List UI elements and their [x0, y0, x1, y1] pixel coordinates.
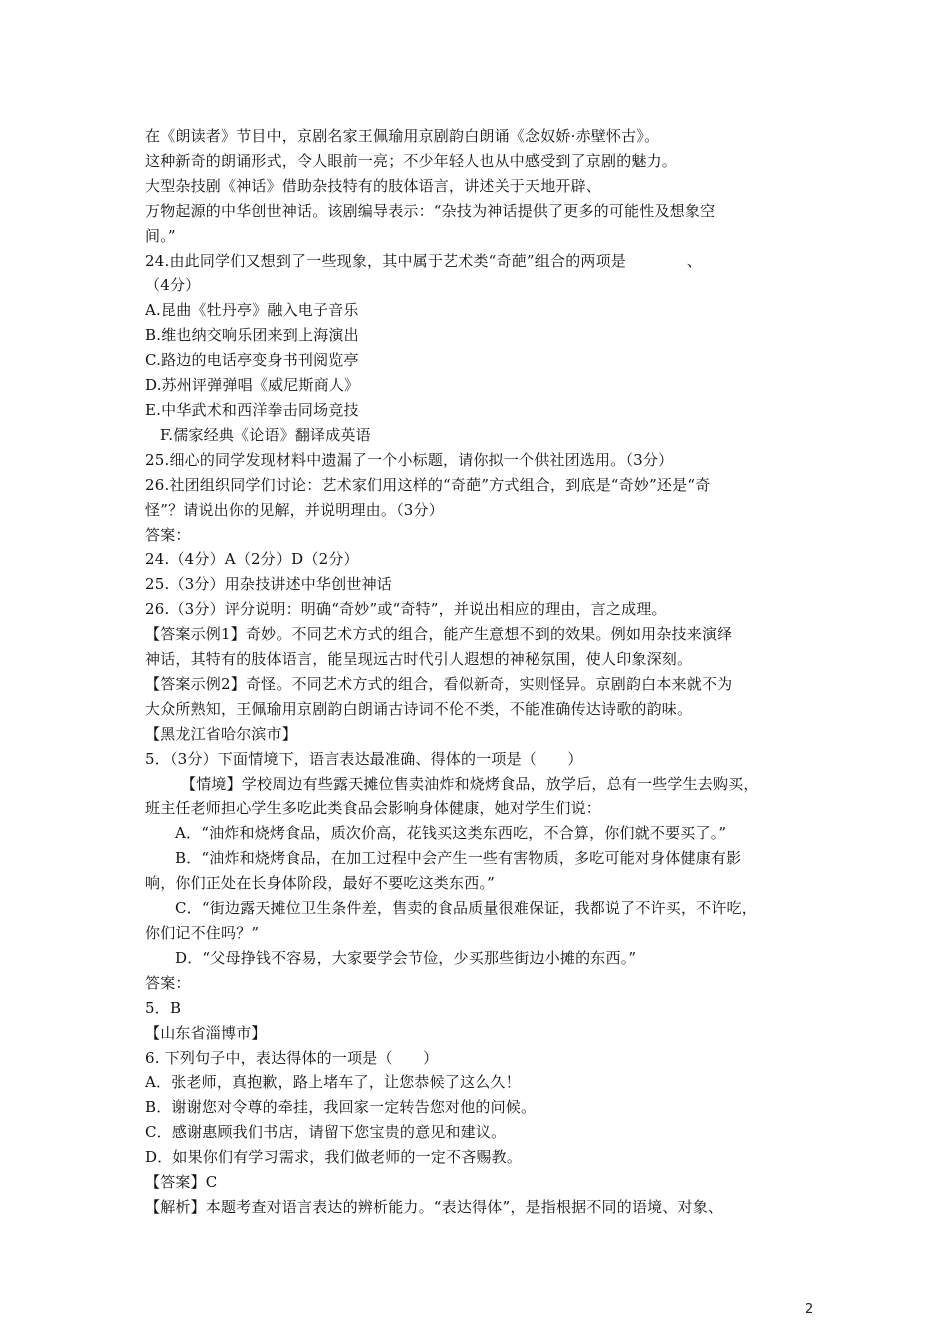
q6-option-a: A．张老师，真抱歉，路上堵车了，让您恭候了这么久！ — [145, 1073, 521, 1092]
answer-25: 25.（3分）用杂技讲述中华创世神话 — [145, 575, 392, 594]
question-26-cont: 怪”？请说出你的见解，并说明理由。（3分） — [145, 500, 444, 519]
answer-26: 26.（3分）评分说明：明确“奇妙”或“奇特”，并说出相应的理由，言之成理。 — [145, 600, 667, 619]
section-heading-harbin: 【黑龙江省哈尔滨市】 — [145, 724, 298, 743]
page-number: 2 — [805, 1302, 814, 1317]
text-line: 在《朗读者》节目中，京剧名家王佩瑜用京剧韵白朗诵《念奴娇·赤壁怀古》。 — [145, 127, 660, 145]
answer-label: 答案： — [145, 525, 191, 544]
q5-option-a: A．“油炸和烧烤食品，质次价高，花钱买这类东西吃，不合算，你们就不要买了。” — [175, 824, 727, 843]
question-6: 6. 下列句子中，表达得体的一项是（ ） — [145, 1048, 439, 1067]
answer-example-2-cont: 大众所熟知，王佩瑜用京剧韵白朗诵古诗词不伦不类，不能准确传达诗歌的韵味。 — [145, 699, 693, 718]
question-5-context: 【情境】学校周边有些露天摊位售卖油炸和烧烤食品，放学后，总有一些学生去购买， — [181, 774, 759, 793]
document-body — [145, 124, 825, 1220]
question-24-score: （4分） — [145, 276, 201, 295]
q5-option-b-cont: 响，你们正处在长身体阶段，最好不要吃这类东西。” — [145, 874, 495, 893]
question-24: 24.由此同学们又想到了一些现象，其中属于艺术类“奇葩”组合的两项是 、 — [145, 251, 702, 270]
analysis-6: 【解析】本题考查对语言表达的辨析能力。“表达得体”，是指根据不同的语境、对象、 — [145, 1197, 724, 1216]
q5-option-c-cont: 你们记不住吗？” — [145, 924, 260, 942]
text-line: 万物起源的中华创世神话。该剧编导表示：“杂技为神话提供了更多的可能性及想象空 — [145, 201, 716, 220]
question-5: 5．（3分）下面情境下，语言表达最准确、得体的一项是（ ） — [145, 749, 583, 768]
text-line: 这种新奇的朗诵形式，令人眼前一亮；不少年轻人也从中感受到了京剧的魅力。 — [145, 151, 678, 170]
q6-option-b: B．谢谢您对令尊的牵挂，我回家一定转告您对他的问候。 — [145, 1098, 537, 1117]
q5-option-c: C．“街边露天摊位卫生条件差，售卖的食品质量很难保证，我都说了不许买，不许吃， — [175, 899, 757, 918]
answer-example-1-cont: 神话，其特有的肢体语言，能呈现远古时代引人遐想的神秘氛围，使人印象深刻。 — [145, 650, 693, 669]
answer-example-1: 【答案示例1】奇妙。不同艺术方式的组合，能产生意想不到的效果。例如用杂技来演绎 — [145, 625, 733, 644]
answer-24: 24.（4分）A（2分）D（2分） — [145, 550, 359, 569]
question-5-context-cont: 班主任老师担心学生多吃此类食品会影响身体健康，她对学生们说： — [145, 799, 602, 818]
text-line: 间。” — [145, 226, 176, 245]
answer-5: 5．B — [145, 998, 182, 1017]
q5-option-d: D．“父母挣钱不容易，大家要学会节俭，少买那些街边小摊的东西。” — [175, 948, 637, 967]
option-c: C.路边的电话亭变身书刊阅览亭 — [145, 351, 359, 370]
answer-example-2: 【答案示例2】奇怪。不同艺术方式的组合，看似新奇，实则怪异。京剧韵白本来就不为 — [145, 674, 733, 693]
question-26: 26.社团组织同学们讨论：艺术家们用这样的“奇葩”方式组合，到底是“奇妙”还是“奇 — [145, 475, 711, 494]
section-heading-zibo: 【山东省淄博市】 — [145, 1023, 267, 1042]
question-25: 25.细心的同学发现材料中遗漏了一个小标题，请你拟一个供社团选用。（3分） — [145, 450, 674, 469]
option-e: E.中华武术和西洋拳击同场竞技 — [145, 400, 359, 419]
text-line: 大型杂技剧《神话》借助杂技特有的肢体语言，讲述关于天地开辟、 — [145, 176, 602, 195]
option-a: A.昆曲《牡丹亭》融入电子音乐 — [145, 301, 359, 320]
q5-option-b: B．“油炸和烧烤食品，在加工过程中会产生一些有害物质，多吃可能对身体健康有影 — [175, 849, 742, 868]
option-b: B.维也纳交响乐团来到上海演出 — [145, 326, 359, 345]
q6-option-d: D．如果你们有学习需求，我们做老师的一定不吝赐教。 — [145, 1148, 523, 1167]
option-d: D.苏州评弹弹唱《威尼斯商人》 — [145, 376, 360, 395]
q6-option-c: C．感谢惠顾我们书店，请留下您宝贵的意见和建议。 — [145, 1123, 507, 1142]
answer-label: 答案： — [145, 973, 191, 992]
option-f: F.儒家经典《论语》翻译成英语 — [160, 425, 371, 444]
answer-6: 【答案】C — [145, 1173, 218, 1192]
